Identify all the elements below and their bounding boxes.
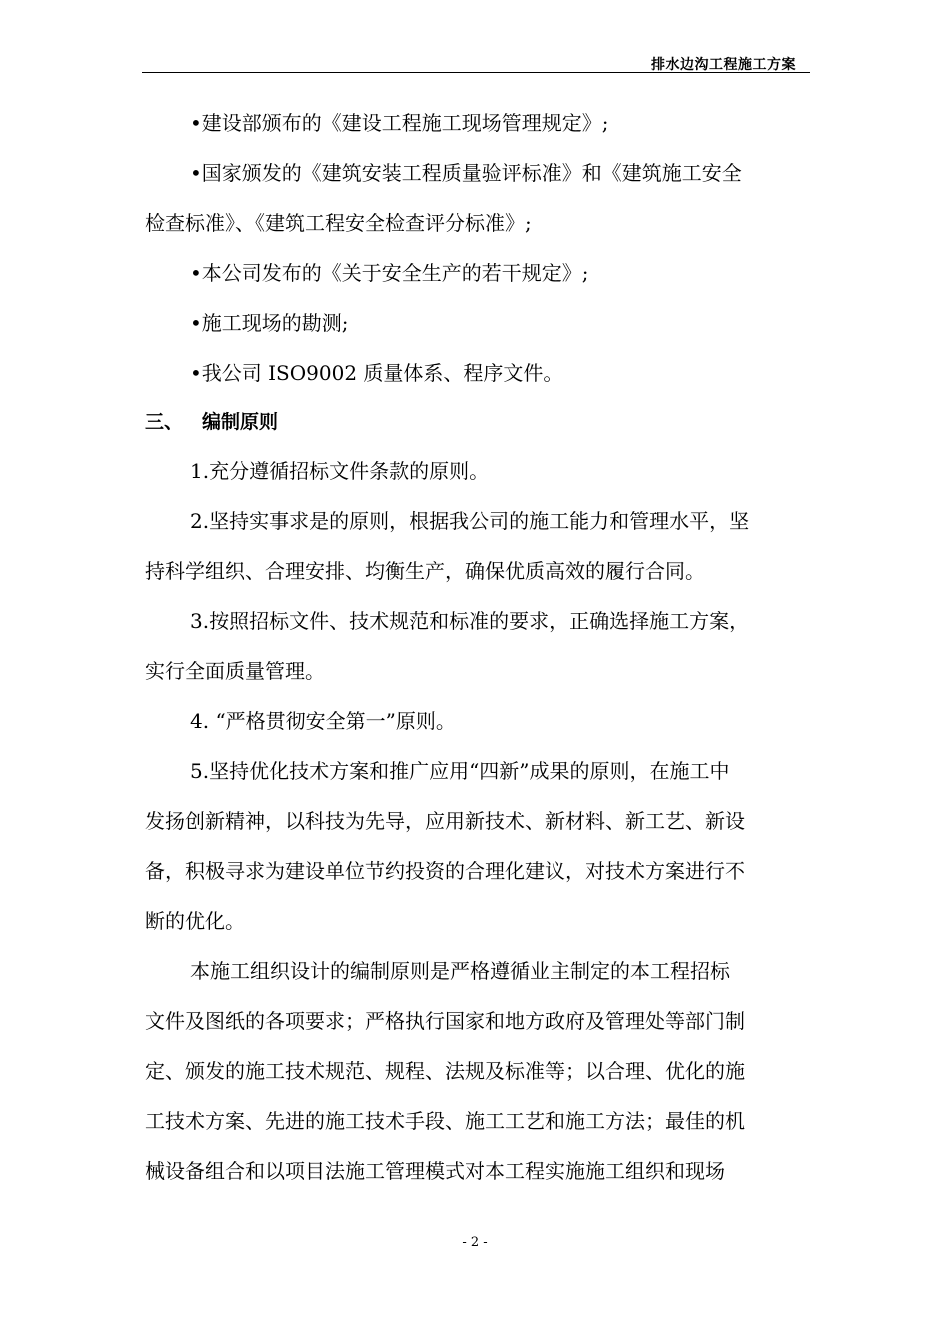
principle-item-continuation: 发扬创新精神，以科技为先导，应用新技术、新材料、新工艺、新设 [145,809,745,833]
principle-item: 3.按照招标文件、技术规范和标准的要求，正确选择施工方案， [190,609,750,633]
principle-item-continuation: 备，积极寻求为建设单位节约投资的合理化建议，对技术方案进行不 [145,859,745,883]
bullet-item: •施工现场的勘测; [190,311,349,335]
bullet-item: •国家颁发的《建筑安装工程质量验评标准》和《建筑施工安全 [190,161,742,185]
summary-paragraph-line: 械设备组合和以项目法施工管理模式对本工程实施施工组织和现场 [145,1159,725,1183]
bullet-item: •我公司 ISO9002 质量体系、程序文件。 [190,361,564,385]
bullet-item: •本公司发布的《关于安全生产的若干规定》; [190,261,589,285]
section-number: 三、 [145,411,184,433]
bullet-item-continuation: 检查标准》、《建筑工程安全检查评分标准》; [145,211,532,235]
principle-item-continuation: 断的优化。 [145,909,245,933]
bullet-item: •建设部颁布的《建设工程施工现场管理规定》; [190,111,609,135]
summary-paragraph-line: 本施工组织设计的编制原则是严格遵循业主制定的本工程招标 [190,959,730,983]
principle-item: 1.充分遵循招标文件条款的原则。 [190,459,490,483]
header-title: 排水边沟工程施工方案 [651,57,796,73]
summary-paragraph-line: 定、颁发的施工技术规范、规程、法规及标准等；以合理、优化的施 [145,1059,745,1083]
summary-paragraph-line: 工技术方案、先进的施工技术手段、施工工艺和施工方法；最佳的机 [145,1109,745,1133]
principle-item: 5.坚持优化技术方案和推广应用“四新”成果的原则，在施工中 [190,759,730,783]
section-title: 编制原则 [202,411,279,433]
principle-item: 4. “严格贯彻安全第一”原则。 [190,709,456,733]
page-number: - 2 - [462,1235,488,1250]
section-heading [145,398,815,446]
principle-item-continuation: 实行全面质量管理。 [145,659,325,683]
principle-item-continuation: 持科学组织、合理安排、均衡生产，确保优质高效的履行合同。 [145,559,705,583]
document-body [145,98,815,1196]
principle-item: 2.坚持实事求是的原则，根据我公司的施工能力和管理水平，坚 [190,509,750,533]
summary-paragraph-line: 文件及图纸的各项要求；严格执行国家和地方政府及管理处等部门制 [145,1009,745,1033]
page-header [142,52,810,73]
